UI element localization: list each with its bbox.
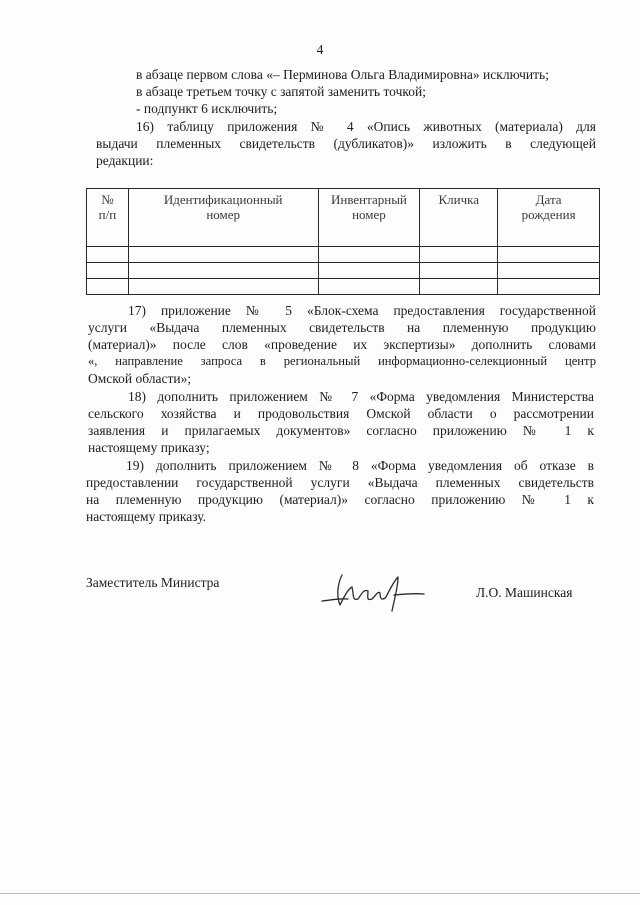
item-19-paragraph <box>86 457 594 525</box>
item-17-line: (материал)» после слов «проведение их экспертизы» дополнить словами <box>88 337 596 352</box>
item-16-paragraph <box>96 118 596 169</box>
item-17-line: 17) приложение № 5 «Блок-схема предоставления государственной <box>128 303 596 318</box>
table-row <box>87 263 600 279</box>
item-18-line: сельского хозяйства и продовольствия Омской области о рассмотрении <box>88 406 594 421</box>
header-cell-nickname: Кличка <box>420 189 498 247</box>
item-16-line: редакции: <box>96 153 154 168</box>
header-cell-birth-date: Дата рождения <box>498 189 600 247</box>
item-17-paragraph <box>88 302 596 387</box>
signatory-name: Л.О. Машинская <box>476 585 573 600</box>
intro-paragraph <box>136 66 594 117</box>
item-18-line: 18) дополнить приложением № 7 «Форма уведомления Министерства <box>128 389 594 404</box>
signature-block <box>0 575 640 635</box>
item-19-line: 19) дополнить приложением № 8 «Форма уведомления об отказе в <box>126 458 594 473</box>
item-17-line: Омской области»; <box>88 371 192 386</box>
table-header-row <box>87 189 600 247</box>
item-19-line: настоящему приказу. <box>86 509 207 524</box>
item-17-line: услуги «Выдача племенных свидетельств на племенную продукцию <box>88 320 596 335</box>
scan-edge-divider <box>0 893 640 894</box>
item-16-line: 16) таблицу приложения № 4 «Опись животных (материала) для <box>136 119 596 134</box>
header-cell-id-number: Идентификационный номер <box>128 189 318 247</box>
header-cell-number: № п/п <box>87 189 129 247</box>
intro-line: в абзаце третьем точку с запятой заменить точкой; <box>136 84 426 99</box>
table-row <box>87 247 600 263</box>
intro-line: в абзаце первом слова «– Перминова Ольга Владимировна» исключить; <box>136 67 549 82</box>
item-19-line: на племенную продукцию (материал)» согласно приложению № 1 к <box>86 492 594 507</box>
item-16-line: выдачи племенных свидетельств (дубликатов)» изложить в следующей <box>96 136 596 151</box>
item-17-line: «, направление запроса в региональный информационно-селекционный центр <box>88 354 596 368</box>
handwritten-signature <box>318 567 428 617</box>
intro-line: - подпункт 6 исключить; <box>136 101 278 116</box>
signatory-position: Заместитель Министра <box>86 575 220 590</box>
page-number: 4 <box>316 42 324 57</box>
animals-inventory-table <box>86 188 600 295</box>
item-18-line: настоящему приказу; <box>88 440 210 455</box>
header-cell-inventory-number: Инвентарный номер <box>318 189 420 247</box>
item-18-line: заявления и прилагаемых документов» согласно приложению № 1 к <box>88 423 594 438</box>
table-row <box>87 279 600 295</box>
item-19-line: предоставлении государственной услуги «Выдача племенных свидетельств <box>86 475 594 490</box>
item-18-paragraph <box>88 388 594 456</box>
